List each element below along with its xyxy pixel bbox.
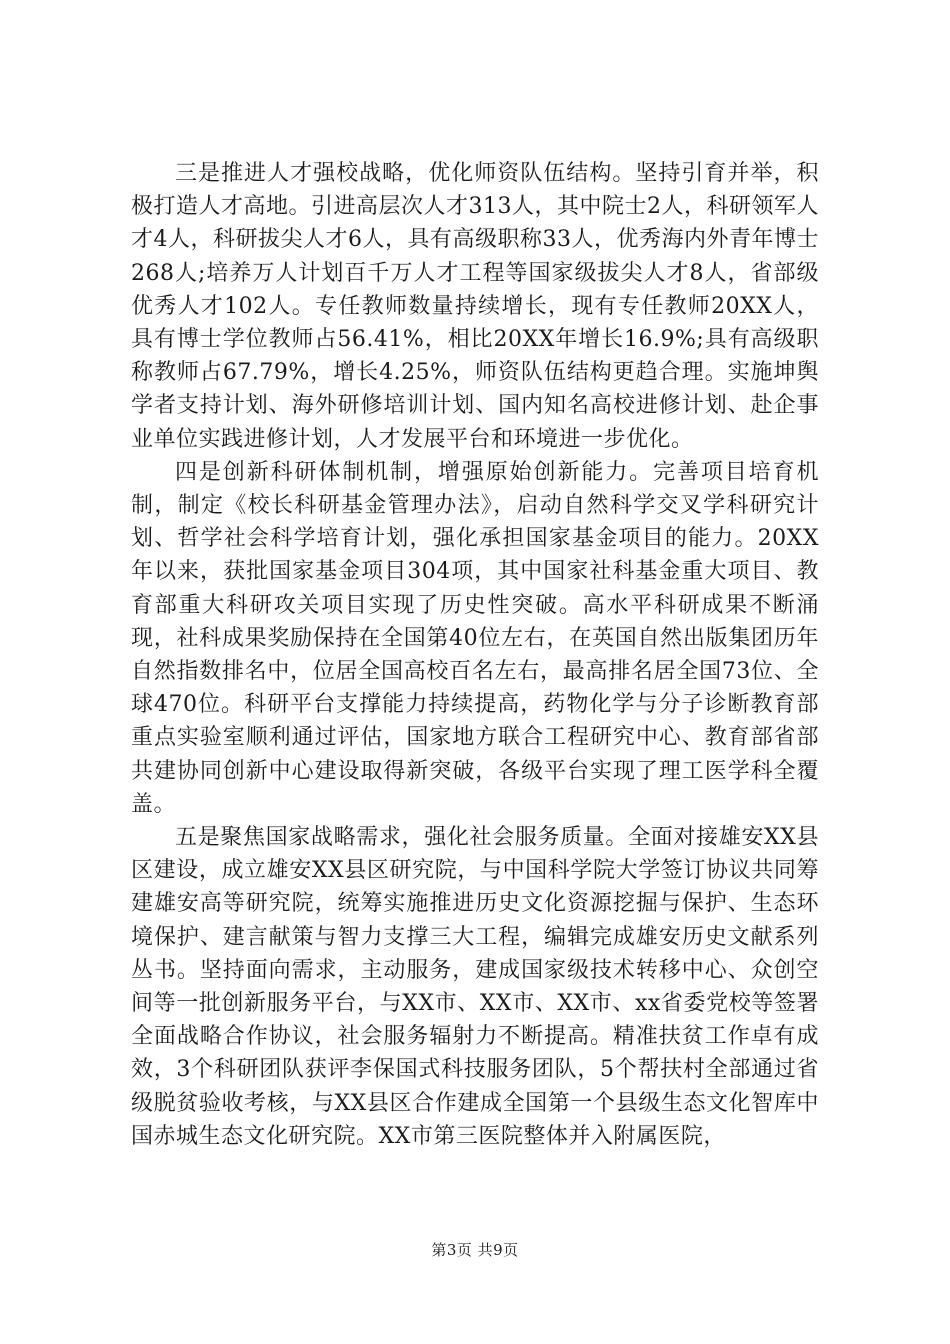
paragraph-talent-strategy: 三是推进人才强校战略，优化师资队伍结构。坚持引育并举，积极打造人才高地。引进高层次人才313人，其中院士2人，科研领军人才4人，科研拔尖人才6人，具有高级职称33人，优秀海内外青年博士268人;培养万人计划百千万人才工程等国家级拔尖人才8人，省部级优秀人才102人。专任教师数量持续增长，现有专任教师20XX人，具有博士学位教师占56.41%，相比20XX年增长16.9%;具有高级职称教师占67.79%，增长4.25%，师资队伍结构更趋合理。实施坤舆学者支持计划、海外研修培训计划、国内知名高校进修计划、赴企事业单位实践进修计划，人才发展平台和环境进一步优化。 (131, 161, 819, 452)
body-text (131, 157, 819, 1153)
page-number-footer: 第3页 共9页 (431, 1241, 519, 1259)
paragraph-social-service: 五是聚焦国家战略需求，强化社会服务质量。全面对接雄安XX县区建设，成立雄安XX县区研究院，与中国科学院大学签订协议共同筹建雄安高等研究院，统筹实施推进历史文化资源挖掘与保护、生态环境保护、建言献策与智力支撑三大工程，编辑完成雄安历史文献系列丛书。坚持面向需求，主动服务，建成国家级技术转移中心、众创空间等一批创新服务平台，与XX市、XX市、XX市、xx省委党校等签署全面战略合作协议，社会服务辐射力不断提高。精准扶贫工作卓有成效，3个科研团队获评李保国式科技服务团队，5个帮扶村全部通过省级脱贫验收考核，与XX县区合作建成全国第一个县级生态文化智库中国赤城生态文化研究院。XX市第三医院整体并入附属医院， (131, 825, 819, 1149)
paragraph-research-innovation: 四是创新科研体制机制，增强原始创新能力。完善项目培育机制，制定《校长科研基金管理办法》，启动自然科学交叉学科研究计划、哲学社会科学培育计划，强化承担国家基金项目的能力。20XX年以来，获批国家基金项目304项，其中国家社科基金重大项目、教育部重大科研攻关项目实现了历史性突破。高水平科研成果不断涌现，社科成果奖励保持在全国第40位左右，在英国自然出版集团历年自然指数排名中，位居全国高校百名左右，最高排名居全国73位、全球470位。科研平台支撑能力持续提高，药物化学与分子诊断教育部重点实验室顺利通过评估，国家地方联合工程研究中心、教育部省部共建协同创新中心建设取得新突破，各级平台实现了理工医学科全覆盖。 (131, 459, 819, 817)
